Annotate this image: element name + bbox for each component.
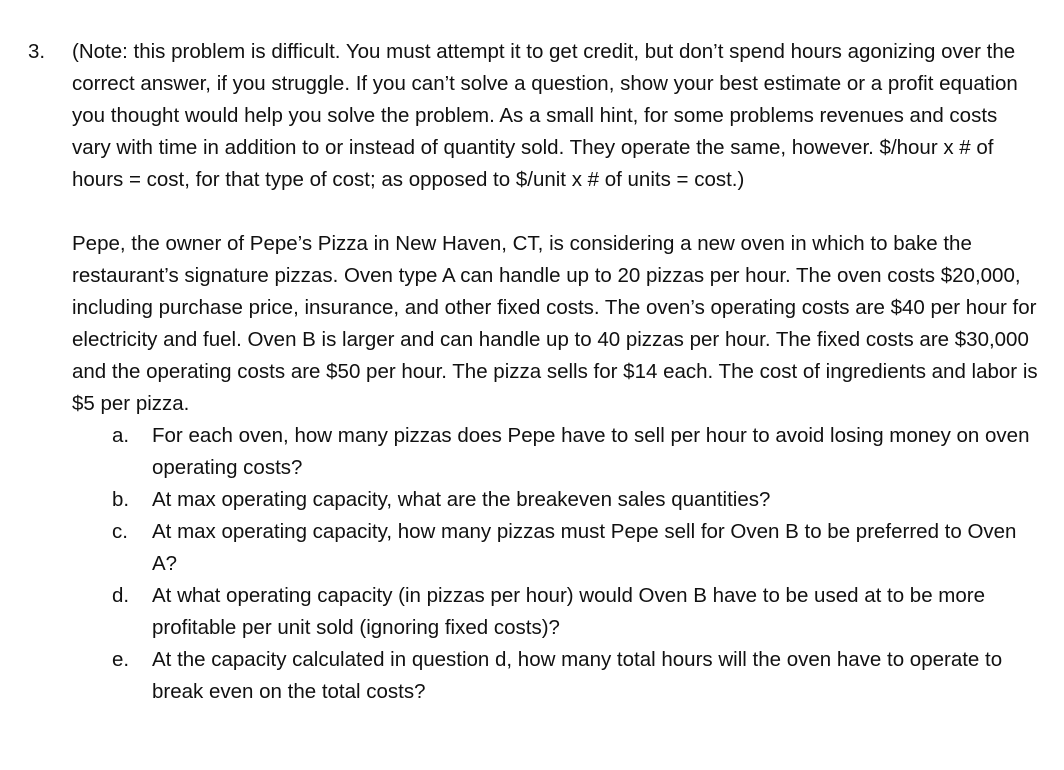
problem-body [72, 36, 1038, 708]
question-letter: c. [112, 520, 128, 543]
question-letter: a. [112, 424, 130, 447]
question-text: At what operating capacity (in pizzas per hour) would Oven B have to be used at to be more profitable per unit sold (ignoring fixed costs)? [152, 584, 985, 639]
question-b [72, 484, 1038, 516]
question-e [72, 644, 1038, 708]
problem-note: (Note: this problem is difficult. You must attempt it to get credit, but don’t spend hours agonizing over the correct answer, if you struggle. If you can’t solve a question, show your best estimate or a profit equation you thought would help you solve the problem. As a small hint, for some problems revenues and costs vary with time in addition to or instead of quantity sold. They operate the same, however. $/hour x # of hours = cost, for that type of cost; as opposed to $/unit x # of units = cost.) [72, 40, 1018, 191]
question-text: At max operating capacity, how many pizzas must Pepe sell for Oven B to be preferred to Oven A? [152, 520, 1017, 575]
question-text: For each oven, how many pizzas does Pepe have to sell per hour to avoid losing money on oven operating costs? [152, 424, 1030, 479]
question-text: At the capacity calculated in question d, how many total hours will the oven have to operate to break even on the total costs? [152, 648, 1003, 703]
problem-number: 3. [28, 40, 46, 63]
question-list [72, 420, 1038, 708]
question-text: At max operating capacity, what are the breakeven sales quantities? [152, 488, 771, 511]
problem-3 [28, 36, 1038, 708]
problem-scenario: Pepe, the owner of Pepe’s Pizza in New Haven, CT, is considering a new oven in which to bake the restaurant’s signature pizzas. Oven type A can handle up to 20 pizzas per hour. The oven costs $20,000, including purchase price, insurance, and other fixed costs. The oven’s operating costs are $40 per hour for electricity and fuel. Oven B is larger and can handle up to 40 pizzas per hour. The fixed costs are $30,000 and the operating costs are $50 per hour. The pizza sells for $14 each. The cost of ingredients and labor is $5 per pizza. [72, 232, 1038, 415]
question-letter: b. [112, 488, 130, 511]
question-a [72, 420, 1038, 484]
question-d [72, 580, 1038, 644]
question-c [72, 516, 1038, 580]
question-letter: d. [112, 584, 130, 607]
question-letter: e. [112, 648, 130, 671]
